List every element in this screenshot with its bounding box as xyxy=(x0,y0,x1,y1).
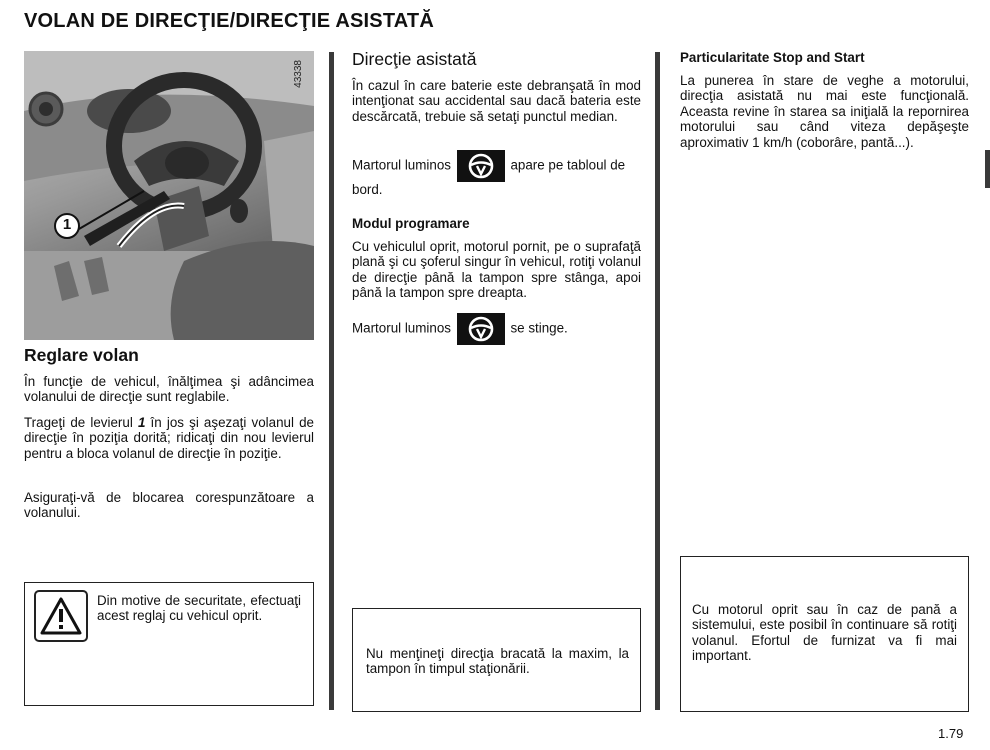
paragraph-battery: În cazul în care baterie este debranşată în mod intenţionat sau accidental sau dacă bateria este descărcată, trebuie să setaţi punctul median. xyxy=(352,78,641,124)
page-number: 1.79 xyxy=(938,726,964,741)
column-divider-right xyxy=(655,52,660,710)
side-tab-marker xyxy=(985,150,990,188)
lamp-off-line xyxy=(352,313,641,345)
page-title: VOLAN DE DIRECŢIE/DIRECŢIE ASISTATĂ xyxy=(24,10,434,32)
paragraph-lever xyxy=(24,415,314,461)
paragraph-adjustable: În funcţie de vehicul, înălţimea şi adâncimea volanului de direcţie sunt reglabile. xyxy=(24,374,314,405)
lamp-appears-post: apare pe tabloul de bord. xyxy=(352,157,626,197)
lamp-off-pre: Martorul luminos xyxy=(352,320,451,336)
steering-wheel-warning-lamp-icon xyxy=(457,150,505,182)
lamp-appears-line xyxy=(352,150,641,197)
paragraph-lever-post: în jos şi aşezaţi volanul de direcţie în poziţia dorită; ridicaţi din nou levierul pentru a bloca volanul de direcţie în poziţie. xyxy=(24,415,314,461)
dashboard-illustration xyxy=(24,51,314,340)
paragraph-stop-start: La punerea în stare de veghe a motorului, direcţia asistată nu mai este funcţională. Aceasta revine în starea sa iniţială la repornirea motorului sau când viteza depăşeşte aproximativ 1 km/h (coborâre, pantă...). xyxy=(680,73,969,150)
section-heading-power-steering: Direcţie asistată xyxy=(352,49,477,69)
subheading-stop-start: Particularitate Stop and Start xyxy=(680,50,865,65)
lever-number: 1 xyxy=(137,415,146,430)
callout-number: 1 xyxy=(62,216,72,233)
column-divider-left xyxy=(329,52,334,710)
subheading-programming-mode: Modul programare xyxy=(352,216,470,231)
paragraph-lock: Asiguraţi-vă de blocarea corespunzătoare a volanului. xyxy=(24,490,314,521)
photo-reference-number: 43338 xyxy=(293,60,304,88)
lamp-off-post: se stinge. xyxy=(510,320,568,336)
steering-lock-note-text: Nu menţineţi direcţia bracată la maxim, la tampon în timpul staţionării. xyxy=(366,646,629,677)
steering-wheel-warning-lamp-icon-2 xyxy=(457,313,505,345)
engine-off-note-text: Cu motorul oprit sau în caz de pană a sistemului, este posibil în continuare să rotiţi volanul. Efortul de furnizat va fi mai important. xyxy=(692,602,957,664)
safety-warning-text: Din motive de securitate, efectuaţi acest reglaj cu vehicul oprit. xyxy=(97,593,301,624)
paragraph-programming: Cu vehiculul oprit, motorul pornit, pe o suprafaţă plană şi cu şoferul singur în vehicul, rotiţi volanul de direcţie până la tampon spre stânga, apoi până la tampon spre dreapta. xyxy=(352,239,641,301)
warning-triangle-icon xyxy=(34,590,88,642)
steering-wheel-photo xyxy=(24,51,314,340)
lamp-appears-pre: Martorul luminos xyxy=(352,157,451,173)
section-heading-steering-adjust: Reglare volan xyxy=(24,345,139,365)
paragraph-lever-pre: Trageţi de levierul xyxy=(24,415,138,430)
